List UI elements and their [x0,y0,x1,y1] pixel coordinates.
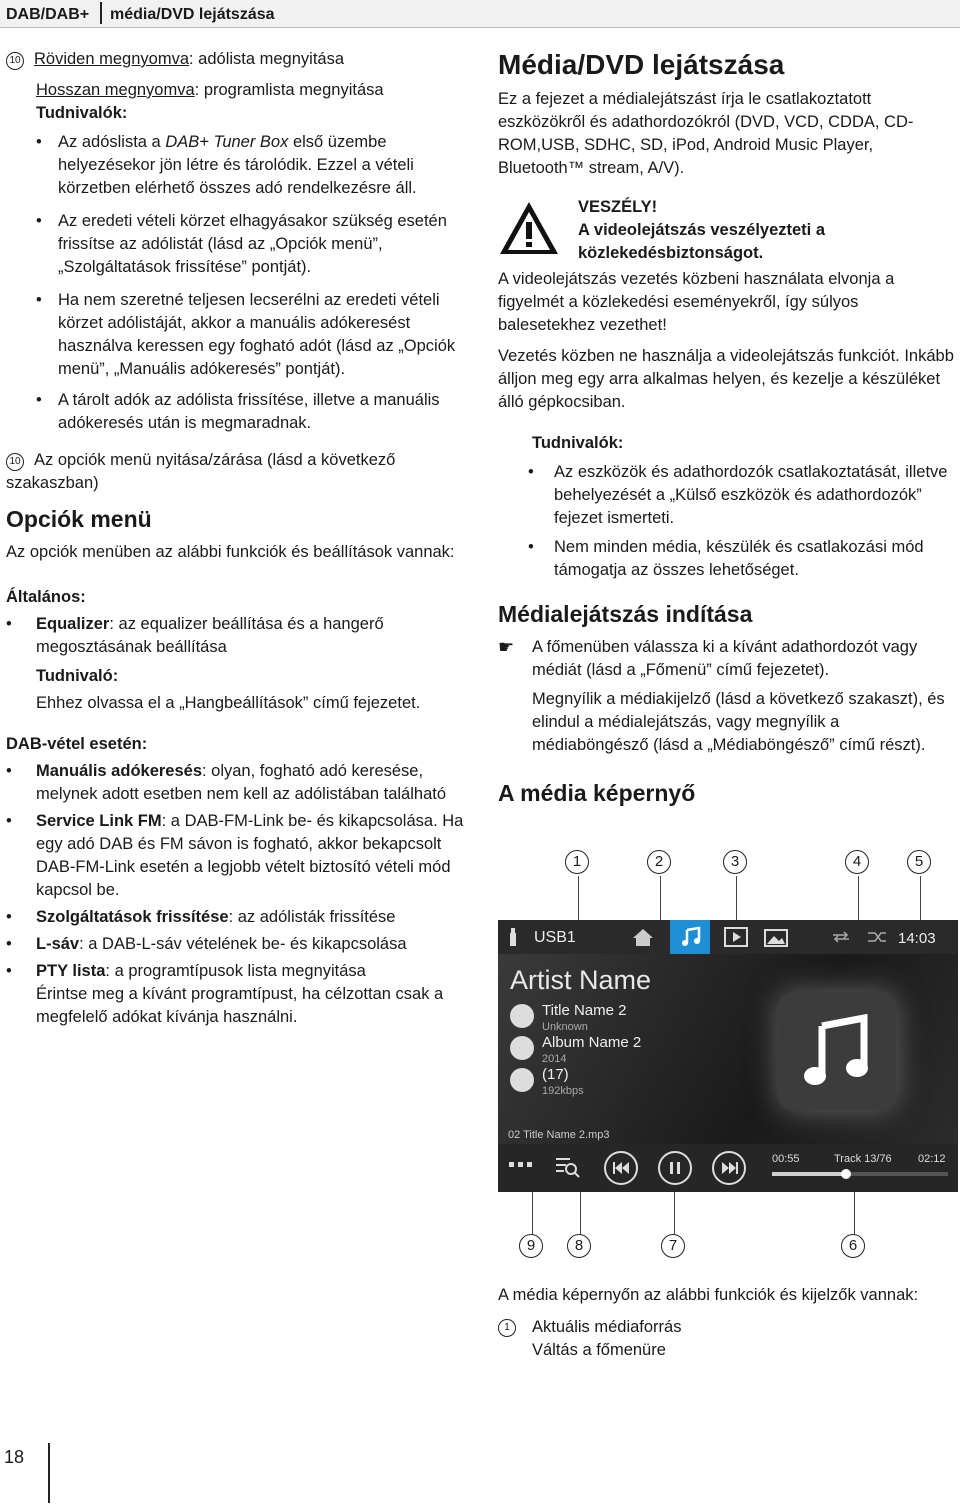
track-position: Track 13/76 [834,1153,892,1165]
option-label: L-sáv [36,935,80,953]
start-title: Médialejátszás indítása [498,601,753,627]
callout-line [674,1192,675,1234]
previous-icon [613,1162,629,1174]
warning-icon [498,200,560,256]
callout-2: 2 [647,850,671,874]
option-text: : a DAB-FM-Link be- és kikapcsolása. Ha egy adó DAB és FM sávon is fogható, akkor bekapcsolt DAB-FM-Link esetén a legjobb vételt biztosító vételi mód kapcsol be. [36,812,464,899]
header-chapter: média/DVD lejátszása [110,6,275,23]
callout-line [578,876,579,920]
item-1-title: Aktuális médiaforrás [532,1318,682,1336]
callout-line [580,1192,581,1234]
source-label: USB1 [534,929,576,946]
elapsed-time: 00:55 [772,1153,800,1165]
file-name: 02 Title Name 2.mp3 [508,1129,610,1141]
left-column [6,48,466,1029]
page-number: 18 [4,1447,25,1467]
screen-title: A média képernyő [498,780,696,806]
album-block [542,1034,641,1068]
tab-music[interactable] [670,920,710,954]
header-section: DAB/DAB+ [6,6,90,23]
note-bullet-4: • A tárolt adók az adólista frissítése, illetve a manuális adókeresés után is megmaradnak. [36,389,466,435]
shuffle-icon[interactable] [866,930,888,944]
dab-title: DAB-vétel esetén: [6,735,148,753]
options-title: Opciók menü [6,506,152,532]
callout-7: 7 [661,1234,685,1258]
item-10-options [6,449,466,495]
start-step [498,636,958,682]
clock: 14:03 [898,930,936,947]
next-icon [722,1162,738,1174]
short-press-label: Röviden megnyomva [34,50,189,68]
item-1-desc: Váltás a főmenüre [532,1341,666,1359]
option-label: PTY lista [36,962,106,980]
track-title: Title Name 2 [542,1002,627,1019]
hand-pointer-icon: ☛ [498,637,515,657]
eq-note-title: Tudnivaló: [36,667,119,685]
music-note-icon [680,926,702,948]
option-text: : a DAB-L-sáv vételének be- és kikapcsolása [79,935,407,953]
callout-3: 3 [723,850,747,874]
track-title-sub: Unknown [542,1021,588,1033]
notes-title: Tudnivalók: [36,104,128,122]
option-text: : az adólisták frissítése [228,908,396,926]
callout-4: 4 [845,850,869,874]
option-pty-list [6,960,466,983]
callout-9: 9 [519,1234,543,1258]
progress-knob[interactable] [841,1169,851,1179]
pause-icon [670,1162,682,1174]
note-bullet-3: • Ha nem szeretné teljesen lecserélni az eredeti vételi körzet adólistáját, akkor a manuális adókeresést használva keressen egy fogható adót (lásd az „Opciók menü”, „Manuális adókeresés” pontját). [36,289,466,381]
home-icon[interactable] [632,926,654,948]
callout-line [736,876,737,920]
status-bar [498,920,958,954]
progress-bar[interactable] [772,1172,948,1176]
media-notes-title: Tudnivalók: [532,434,624,452]
note-bullet-1 [36,131,466,200]
option-l-band [6,933,466,956]
note-device-name: DAB+ Tuner Box [165,133,289,151]
note-bullet-2: • Az eredeti vételi körzet elhagyásakor szükség esetén frissítse az adólistát (lásd az „Opciók menü”, „Szolgáltatások frissítése” pontját). [36,210,466,279]
callout-line [920,876,921,920]
album-art [778,992,896,1110]
callout-line [660,876,661,920]
track-number: (17) [542,1066,569,1083]
long-press-label: Hosszan megnyomva [36,81,195,99]
browse-list-icon[interactable] [554,1154,580,1180]
media-screen [498,920,958,1192]
option-label: Service Link FM [36,812,162,830]
album-year: 2014 [542,1053,567,1065]
options-intro: Az opciók menüben az alábbi funkciók és beállítások vannak: [6,543,455,561]
callout-5: 5 [907,850,931,874]
album-icon [510,1036,534,1060]
control-bar [498,1144,958,1192]
danger-text-1: A videolejátszás vezetés közbeni használata elvonja a figyelmét a közlekedési eseményekről, így súlyos balesetekhez vezethet! [498,270,895,334]
danger-subtitle: A videolejátszás veszélyezteti a közlekedésbiztonságot. [578,221,826,262]
item-10-short [6,48,466,71]
long-press-text: : programlista megnyitása [194,81,384,99]
progress-fill [772,1172,846,1176]
pause-button[interactable] [658,1151,692,1185]
option-label: Manuális adókeresés [36,762,202,780]
option-text: : a programtípusok lista megnyitása [105,962,366,980]
chapter-title: Média/DVD lejátszása [498,49,785,80]
callout-line [532,1192,533,1234]
start-result: Megnyílik a médiakijelző (lásd a következő szakaszt), és elindul a médialejátszás, vagy megnyílik a médiaböngésző (lásd a „Médiaböngésző” című részt). [532,690,945,754]
title-icon [510,1004,534,1028]
general-title: Általános: [6,588,86,606]
bitrate: 192kbps [542,1085,584,1097]
item-1 [498,1316,958,1362]
eq-note: Ehhez olvassa el a „Hangbeállítások” című fejezetet. [36,694,421,712]
next-button[interactable] [712,1151,746,1185]
album-name: Album Name 2 [542,1034,642,1051]
callout-line [858,876,859,920]
item-10-long [6,79,466,102]
option-text: : az equalizer beállítása és a hangerő megosztásának beállítása [36,615,384,656]
note-text: első üzembe helyezésekor jön létre és tárolódik. Ezzel a vételi körzetben elérhető összes adó rendelkezésre áll. [58,133,417,197]
callout-10: 10 [6,52,24,70]
short-press-text: : adólista megnyitása [189,50,345,68]
danger-box [498,196,958,264]
right-column [498,48,958,815]
callout-8: 8 [567,1234,591,1258]
option-services-update [6,906,466,929]
title-block [542,1002,626,1036]
option-label: Szolgáltatások frissítése [36,908,229,926]
music-note-icon [802,1014,872,1088]
picture-icon[interactable] [764,927,790,947]
track-block [542,1066,584,1100]
callout-line [854,1192,855,1234]
chapter-intro: Ez a fejezet a médialejátszást írja le csatlakoztatott eszközökről és adathordozókról (DVD, VCD, CDDA, CD-ROM,USB, SDHC, SD, iPod, Android Music Player, Bluetooth™ stream, A/V). [498,90,914,177]
total-time: 02:12 [918,1153,946,1165]
page-header [0,0,960,28]
callout-1: 1 [498,1319,516,1337]
previous-button[interactable] [604,1151,638,1185]
media-note-2: • Nem minden média, készülék és csatlakozási mód támogatja az összes lehetőséget. [498,536,958,582]
media-note-1: • Az eszközök és adathordozók csatlakoztatását, illetve behelyezését a „Külső eszközök és adathordozók” fejezet ismerteti. [498,461,958,530]
repeat-icon[interactable] [830,930,852,944]
now-playing-area [498,954,958,1154]
danger-text-2: Vezetés közben ne használja a videolejátszás funkciót. Inkább álljon meg egy arra alkalmas helyen, és kezelje a készüléket álló gépkocsiban. [498,347,954,411]
screen-description: A média képernyőn az alábbi funkciók és kijelzők vannak: [498,1286,919,1304]
option-manual-search [6,760,466,806]
more-options-icon[interactable] [508,1160,534,1170]
danger-title: VESZÉLY! [578,198,658,216]
danger-heading [578,196,958,265]
option-label: Equalizer [36,615,110,633]
track-icon [510,1068,534,1092]
note-text: Az adóslista a [58,133,166,151]
artist-name: Artist Name [510,965,652,995]
item-10-options-text: Az opciók menü nyitása/zárása (lásd a következő szakaszban) [6,451,396,492]
option-equalizer [6,613,466,659]
start-step-text: A főmenüben válassza ki a kívánt adathordozót vagy médiát (lásd a „Főmenü” című fejezetet). [532,638,918,679]
option-service-link [6,810,466,902]
callout-10: 10 [6,453,24,471]
pty-extra: Érintse meg a kívánt programtípust, ha célzottan csak a megfelelő adókat kívánja használni. [36,985,444,1026]
video-icon[interactable] [724,927,748,947]
callout-6: 6 [841,1234,865,1258]
header-divider [100,2,102,24]
footer-divider [48,1443,50,1503]
option-text: : olyan, fogható adó keresése, melynek adott esetben nem kell az adólistában található [36,762,447,803]
usb-icon [508,927,518,947]
callout-1: 1 [565,850,589,874]
